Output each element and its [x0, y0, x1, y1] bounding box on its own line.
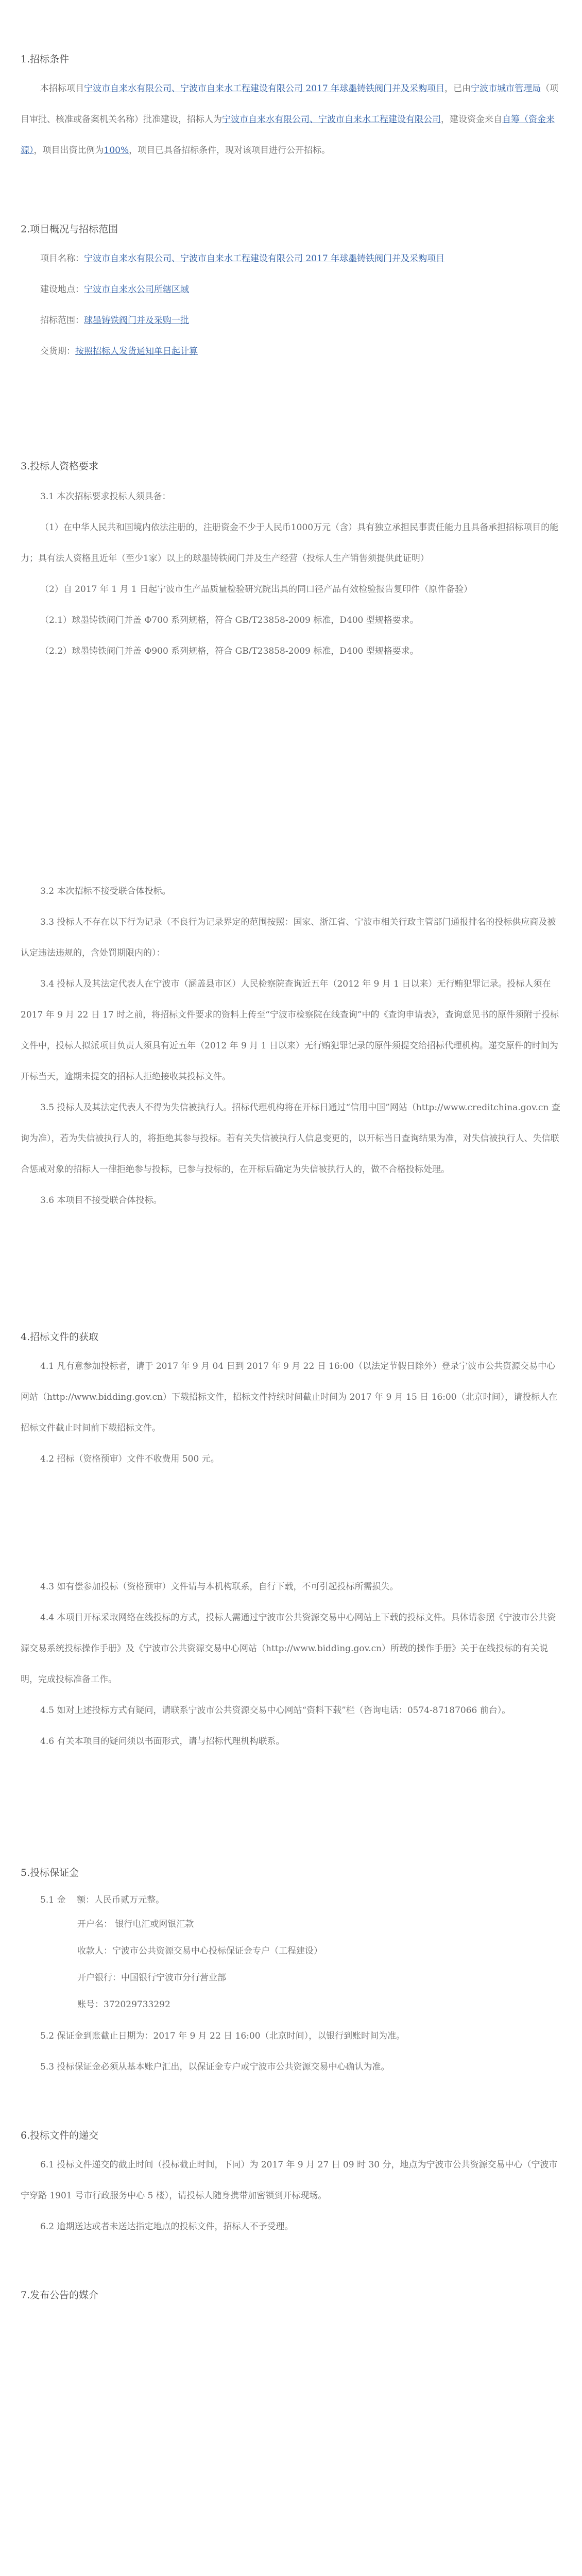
section-7 [0, 2287, 582, 2303]
project-name-link[interactable]: 宁波市自来水有限公司、宁波市自来水工程建设有限公司 2017 年球墨铸铁阀门并及采购项目 [84, 83, 445, 94]
approver-link[interactable]: 宁波市城市管理局 [471, 83, 541, 94]
fund-link[interactable]: 自筹（资金来源） [21, 114, 555, 156]
s1-text: （项目审批、核准或备案机关名称）批准建设，招标人为 [21, 83, 559, 125]
req-3-5: 3.5 投标人及其法定代表人不得为失信被执行人。招标代理机构将在开标日通过“信用中国”网站（http://www.creditchina.gov.cn 查询为准），若为失信被执行人的，将拒绝其参与投标。若有关失信被执行人信息变更的，以开标当日查询结果为准，对失信被执行人、失信联合惩戒对象的招标人一律拒绝参与投标，已参与投标的，在开标后确定为失信被执行人的，做不合格投标处理。 [21, 1103, 560, 1175]
deposit-bank [77, 1969, 582, 1987]
scope-value[interactable]: 球墨铸铁阀门并及采购一批 [84, 315, 189, 326]
s1-text: ，已由 [444, 83, 471, 94]
submit-6-1: 6.1 投标文件递交的截止时间（投标截止时间，下同）为 2017 年 9 月 27 日 09 时 30 分，地点为宁波市公共资源交易中心（宁波市宁穿路 1901 号市行政服务中心 5 楼），请投标人随身携带加密锁到开标现场。 [21, 2160, 558, 2201]
section-2 [0, 222, 582, 367]
req-text: 标人生产销售须提供此证明） [315, 553, 429, 564]
scope-row [0, 305, 582, 336]
label: 开户名： [77, 1919, 112, 1929]
req-3-2: 3.2 本次招标不接受联合体投标。 [40, 886, 171, 896]
section-3-title: 3.投标人资格要求 [21, 461, 99, 472]
project-name-row [0, 243, 582, 274]
deposit-amount [0, 1885, 582, 1916]
owner-link[interactable]: 宁波市自来水有限公司、宁波市自来水工程建设有限公司 [222, 114, 441, 125]
req-3-6: 3.6 本项目不接受联合体投标。 [40, 1195, 162, 1206]
section-1-body [0, 73, 582, 166]
section-5 [0, 1865, 582, 2082]
req-3-1-2: （2）自 2017 年 1 月 1 日起宁波市生产品质量检验研究院出具的同口径产品有效检验报告复印件（原件备验） [40, 584, 473, 595]
section-4 [0, 1329, 582, 1475]
section-3 [0, 459, 582, 667]
req-text: （1）在中华人民共和国境内依法注册的，注册资金不少于人民币1000万元（含）具有独立承担民事责任能力且具备承担招标项目的能力；具有法人资格且近年（至少1家）以上的球墨铸铁阀门并及生产经营（投 [21, 522, 559, 564]
s1-text: ，项目出资比例为 [33, 145, 104, 156]
value: 中国银行宁波市分行营业部 [121, 1973, 226, 1983]
deposit-account [77, 1996, 582, 2013]
doc-4-5: 4.5 如对上述投标方式有疑问，请联系宁波市公共资源交易中心网站“资料下载”栏（咨询电话：0574-87187066 前台）。 [40, 1705, 511, 1716]
section-3-cont [0, 876, 582, 1216]
section-5-title: 5.投标保证金 [21, 1867, 79, 1878]
section-1-title: 1.招标条件 [21, 54, 70, 65]
section-4-title: 4.招标文件的获取 [21, 1331, 99, 1343]
value: 额：人民币贰万元整。 [77, 1895, 165, 1905]
req-3-1-2-1: （2.1）球墨铸铁阀门并盖 Φ700 系列规格，符合 GB/T23858-2009 标准，D400 型规格要求。 [40, 615, 419, 625]
deposit-method [77, 1916, 582, 1933]
req-3-1-a [0, 512, 582, 574]
s1-text: 本招标项目 [40, 83, 84, 94]
section-7-body [0, 2566, 582, 2576]
req-3-1: 3.1 本次招标要求投标人须具备： [40, 492, 171, 502]
req-3-1-2-2: （2.2）球墨铸铁阀门并盖 Φ900 系列规格，符合 GB/T23858-2009 标准，D400 型规格要求。 [40, 646, 419, 656]
site-row [0, 274, 582, 305]
project-name-value[interactable]: 宁波市自来水有限公司、宁波市自来水工程建设有限公司 2017 年球墨铸铁阀门并及采购项目 [84, 253, 445, 264]
label: 招标范围： [40, 315, 84, 326]
deposit-source: 5.3 投标保证金必须从基本账户汇出，以保证金专户或宁波市公共资源交易中心确认为准。 [40, 2062, 390, 2072]
label: 5.1 金 [40, 1895, 66, 1905]
section-6 [0, 2128, 582, 2242]
doc-4-6: 4.6 有关本项目的疑问须以书面形式，请与招标代理机构联系。 [40, 1736, 285, 1747]
delivery-value[interactable]: 按照招标人发货通知单日起计算 [75, 346, 198, 357]
section-7-title: 7.发布公告的媒介 [21, 2290, 99, 2301]
value: 银行电汇或网银汇款 [115, 1919, 194, 1929]
s1-text: ，项目已具备招标条件，现对该项目进行公开招标。 [129, 145, 331, 156]
value: 372029733292 [104, 1999, 170, 2010]
label: 建设地点： [40, 284, 84, 295]
site-value[interactable]: 宁波市自来水公司所辖区域 [84, 284, 189, 295]
label: 交货期： [40, 346, 75, 357]
deposit-payee: 收款人：宁波市公共资源交易中心投标保证金专户（工程建设） [77, 1946, 322, 1956]
label: 项目名称： [40, 253, 84, 264]
publish-media [0, 2566, 582, 2576]
req-3-4: 3.4 投标人及其法定代表人在宁波市（涵盖县市区）人民检察院查询近五年（2012 年 9 月 1 日以来）无行贿犯罪记录。投标人须在 2017 年 9 月 22 日 17 时之前，将招标文件要求的资料上传至“宁波市检察院在线查询”中的《查询申请表》，查询意见书的原件须附于投标文件中，投标人拟派项目负责人须具有近五年（2012 年 9 月 1 日以来）无行贿犯罪记录的原件须提交给招标代理机构。递交原件的时间为开标当天，逾期未提交的招标人拒绝接收其投标文件。 [21, 979, 559, 1082]
label: 账号： [77, 1999, 104, 2010]
delivery-row [0, 336, 582, 367]
req-3-3: 3.3 投标人不存在以下行为记录（不良行为记录界定的范围按照：国家、浙江省、宁波市相关行政主管部门通报排名的投标供应商及被认定违法违规的，含处罚期限内的）： [21, 917, 556, 958]
doc-4-1: 4.1 凡有意参加投标者，请于 2017 年 9 月 04 日到 2017 年 9 月 22 日 16:00（以法定节假日除外）登录宁波市公共资源交易中心网站（http://www.bidding.gov.cn）下载招标文件，招标文件持续时间截止时间为 2017 年 9 月 15 日 16:00（北京时间），请投标人在招标文件截止时间前下载招标文件。 [21, 1361, 558, 1433]
section-4-cont [0, 1571, 582, 1757]
s1-text: ，建设资金来自 [441, 114, 502, 125]
doc-4-3: 4.3 如有偿参加投标（资格预审）文件请与本机构联系，自行下载，不可引起投标所需损失。 [40, 1582, 399, 1592]
label: 开户银行： [77, 1973, 121, 1983]
section-1 [0, 52, 582, 166]
doc-4-2: 4.2 招标（资格预审）文件不收费用 500 元。 [40, 1454, 219, 1464]
doc-4-4: 4.4 本项目开标采取网络在线投标的方式，投标人需通过宁波市公共资源交易中心网站上下载的投标文件。具体请参照《宁波市公共资源交易系统投标操作手册》及《宁波市公共资源交易中心网站（http://www.bidding.gov.cn）所载的操作手册》关于在线投标的有关说明，完成投标准备工作。 [21, 1613, 556, 1685]
deposit-deadline: 5.2 保证金到账截止日期为：2017 年 9 月 22 日 16:00（北京时间），以银行到账时间为准。 [40, 2031, 405, 2041]
ratio-link[interactable]: 100% [104, 145, 129, 156]
section-2-title: 2.项目概况与招标范围 [21, 224, 118, 235]
section-6-title: 6.投标文件的递交 [21, 2130, 99, 2141]
submit-6-2: 6.2 逾期送达或者未送达指定地点的投标文件，招标人不予受理。 [40, 2222, 294, 2232]
